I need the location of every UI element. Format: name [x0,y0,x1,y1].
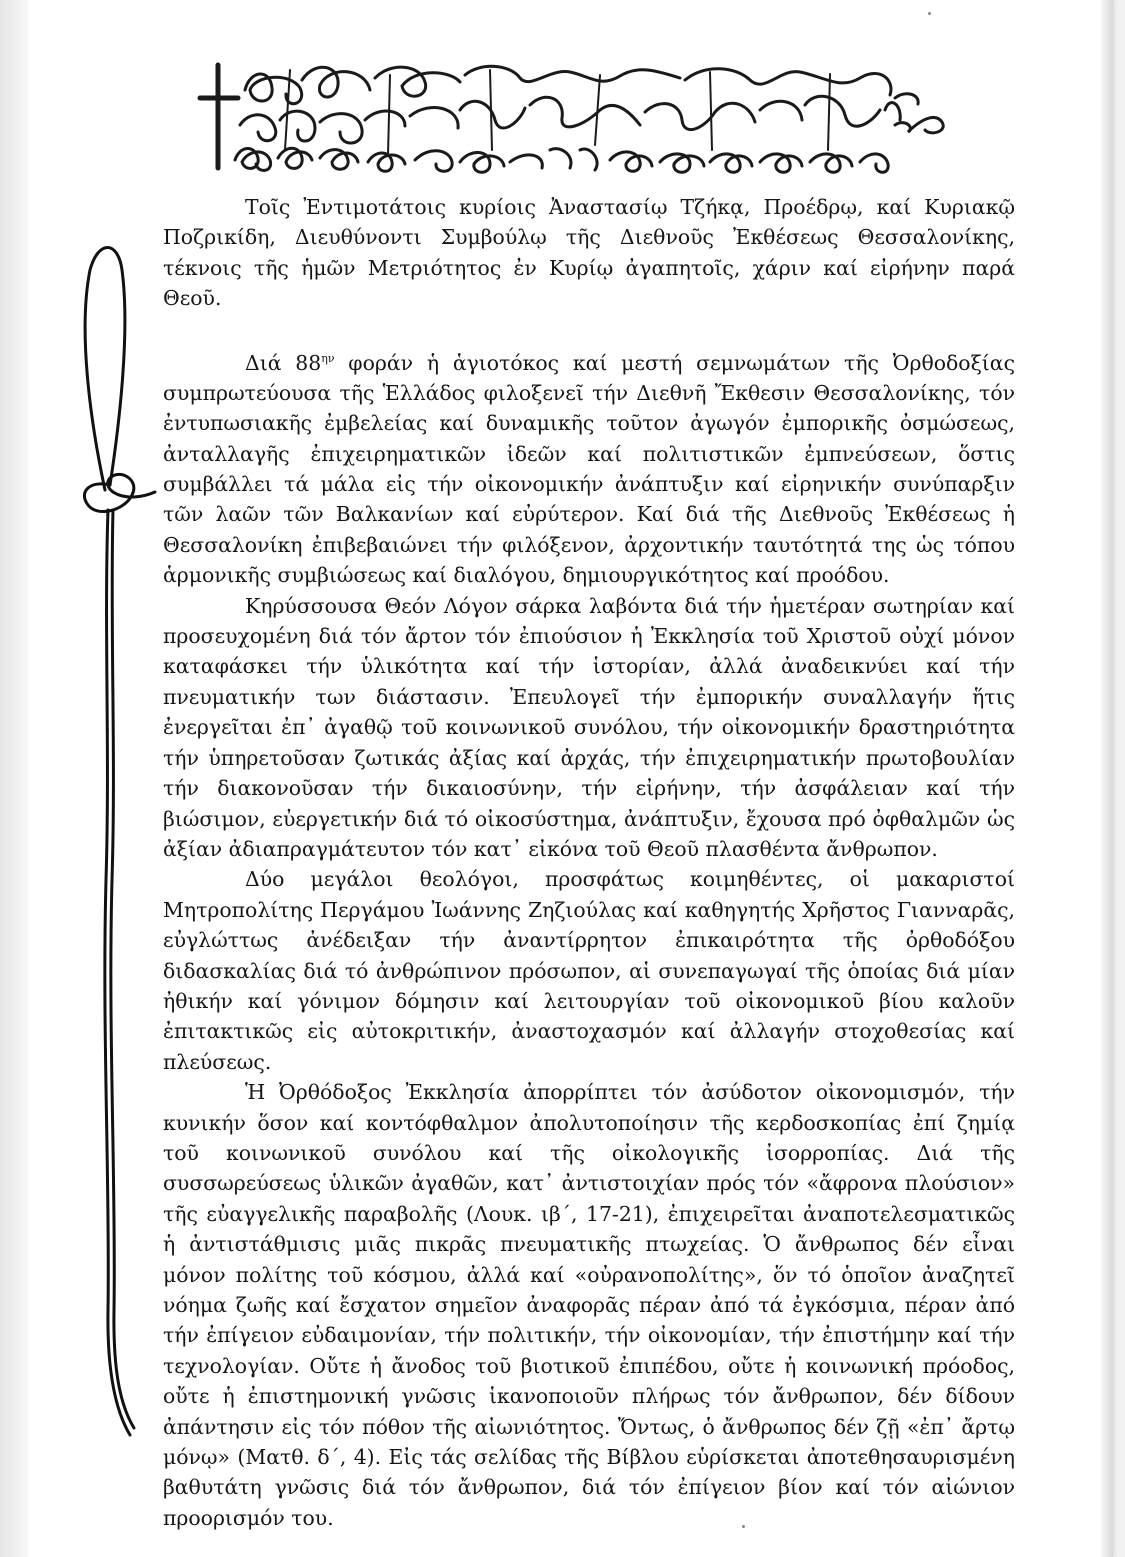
paragraph-exhibition [163,344,1015,591]
letter-body [163,192,1015,1533]
letter-greeting: Τοῖς Ἐντιμοτάτοις κυρίοις Ἀναστασίῳ Τζήκᾳ, Προέδρῳ, καί Κυριακῷ Ποζρικίδη, Διευθύνοντι Συμβούλῳ τῆς Διεθνοῦς Ἐκθέσεως Θεσσαλονίκης, τέκνοις τῆς ἡμῶν Μετριότητος ἐν Κυρίῳ ἀγαπητοῖς, χάριν καί εἰρήνην παρά Θεοῦ. [163,195,1015,311]
paragraph-church-blessing: Κηρύσσουσα Θεόν Λόγον σάρκα λαβόντα διά τήν ἡμετέραν σωτηρίαν καί προσευχομένη διά τόν ἄρτον τόν ἐπιούσιον ἡ Ἐκκλησία τοῦ Χριστοῦ οὐχί μόνον καταφάσκει τήν ὑλικότητα καί τήν ἱστορίαν, ἀλλά ἀναδεικνύει καί τήν πνευματικήν των διάστασιν. Ἐπευλογεῖ τήν ἐμπορικήν συναλλαγήν ἥτις ἐνεργεῖται ἐπ᾿ ἀγαθῷ τοῦ κοινωνικοῦ συνόλου, τήν οἰκονομικήν δραστηριότητα τήν ὑπηρετοῦσαν ζωτικάς ἀξίας καί ἀρχάς, τήν ἐπιχειρηματικήν πρωτοβουλίαν τήν διακονοῦσαν τήν δικαιοσύνην, τήν εἰρήνην, τήν ἀσφάλειαν καί τήν βιώσιμον, εὐεργετικήν διά τό οἰκοσύστημα, ἀνάπτυξιν, ἔχουσα πρό ὀφθαλμῶν ὡς ἀξίαν ἀδιαπραγμάτευτον τόν κατ᾿ εἰκόνα τοῦ Θεοῦ πλασθέντα ἄνθρωπον. [163,593,1015,861]
paper-speck [742,1525,745,1528]
paragraph-economism: Ἡ Ὀρθόδοξος Ἐκκλησία ἀπορρίπτει τόν ἀσύδοτον οἰκονομισμόν, τήν κυνικήν ὅσον καί κοντόφθαλμον ἀπολυτοποίησιν τῆς κερδοσκοπίας ἐπί ζημίᾳ τοῦ κοινωνικοῦ συνόλου καί τῆς οἰκολογικῆς ἰσορροπίας. Διά τῆς συσσωρεύσεως ὑλικῶν ἀγαθῶν, κατ᾿ ἀντιστοιχίαν πρός τόν «ἄφρονα πλούσιον» τῆς εὐαγγελικῆς παραβολῆς (Λουκ. ιβ΄, 17-21), ἐπιχειρεῖται ἀναποτελεσματικῶς ἡ ἀντιστάθμισις μιᾶς πικρᾶς πνευματικῆς πτωχείας. Ὁ ἄνθρωπος δέν εἶναι μόνον πολίτης τοῦ κόσμου, ἀλλά καί «οὐρανοπολίτης», ὅν τό ὁποῖον ἀναζητεῖ νόημα ζωῆς καί ἔσχατον σημεῖον ἀναφορᾶς πέραν ἀπό τά ἐγκόσμια, πέραν ἀπό τήν ἐπίγειον εὐδαιμονίαν, τήν πολιτικήν, τήν οἰκονομίαν, τήν ἐπιστήμην καί τήν τεχνολογίαν. Οὔτε ἡ ἄνοδος τοῦ βιοτικοῦ ἐπιπέδου, οὔτε ἡ κοινωνική πρόοδος, οὔτε ἡ ἐπιστημονική γνῶσις ἱκανοποιοῦν πλήρως τόν ἄνθρωπον, δέν δίδουν ἀπάντησιν εἰς τόν πόθον τῆς αἰωνιότητος. Ὄντως, ὁ ἄνθρωπος δέν ζῇ «ἐπ᾿ ἄρτῳ μόνῳ» (Ματθ. δ΄, 4). Εἰς τάς σελίδας τῆς Βίβλου εὑρίσκεται ἀποτεθησαυρισμένη βαθυτάτη γνῶσις διά τόν ἄνθρωπον, διά τόν ἐπίγειον βίον καί τόν αἰώνιον προορισμόν του. [163,1080,1015,1530]
calligraphic-signature-header [190,50,950,180]
paragraph-exhibition-lead: Διά 88 [245,350,322,375]
paragraph-theologians: Δύο μεγάλοι θεολόγοι, προσφάτως κοιμηθέντες, οἱ μακαριστοί Μητροπολίτης Περγάμου Ἰωάννης Ζηζιούλας καί καθηγητής Χρῆστος Γιανναρᾶς, εὐγλώττως ἀνέδειξαν τήν ἀναντίρρητον ἐπικαιρότητα τῆς ὀρθοδόξου διδασκαλίας διά τό ἀνθρώπινον πρόσωπον, αἱ συνεπαγωγαί τῆς ὁποίας διά μίαν ἠθικήν καί γόνιμον δόμησιν καί λειτουργίαν τοῦ οἰκονομικοῦ βίου καλοῦν ἐπιτακτικῶς εἰς αὐτοκριτικήν, ἀναστοχασμόν καί ἀλλαγήν στοχοθεσίας καί πλεύσεως. [163,867,1015,1074]
page-edge-shadow [0,0,28,1557]
page-right-shadow [1101,0,1113,1557]
paper-speck [928,12,931,15]
ordinal-superscript: ην [321,351,335,365]
paragraph-exhibition-rest: φοράν ἡ ἁγιοτόκος καί μεστή σεμνωμάτων τῆς Ὀρθοδοξίας συμπρωτεύουσα τῆς Ἑλλάδος φιλοξενεῖ τήν Διεθνῆ Ἔκθεσιν Θεσσαλονίκης, τόν ἐντυπωσιακῆς ἐμβελείας καί δυναμικῆς τοῦτον ἀγωγόν ἐμπορικῆς ὀσμώσεως, ἀνταλλαγῆς ἐπιχειρηματικῶν ἰδεῶν καί πολιτιστικῶν ἐμπνεύσεων, ὅστις συμβάλλει τά μάλα εἰς τήν οἰκονομικήν ἀνάπτυξιν καί εἰρηνικήν συνύπαρξιν τῶν λαῶν τῶν Βαλκανίων καί εὐρύτερον. Καί διά τῆς Διεθνοῦς Ἐκθέσεως ἡ Θεσσαλονίκη ἐπιβεβαιώνει τήν φιλόξενον, ἀρχοντικήν ταυτότητά της ὡς τόπου ἁρμονικῆς συμβιώσεως καί διαλόγου, δημιουργικότητος καί προόδου. [163,350,1015,588]
